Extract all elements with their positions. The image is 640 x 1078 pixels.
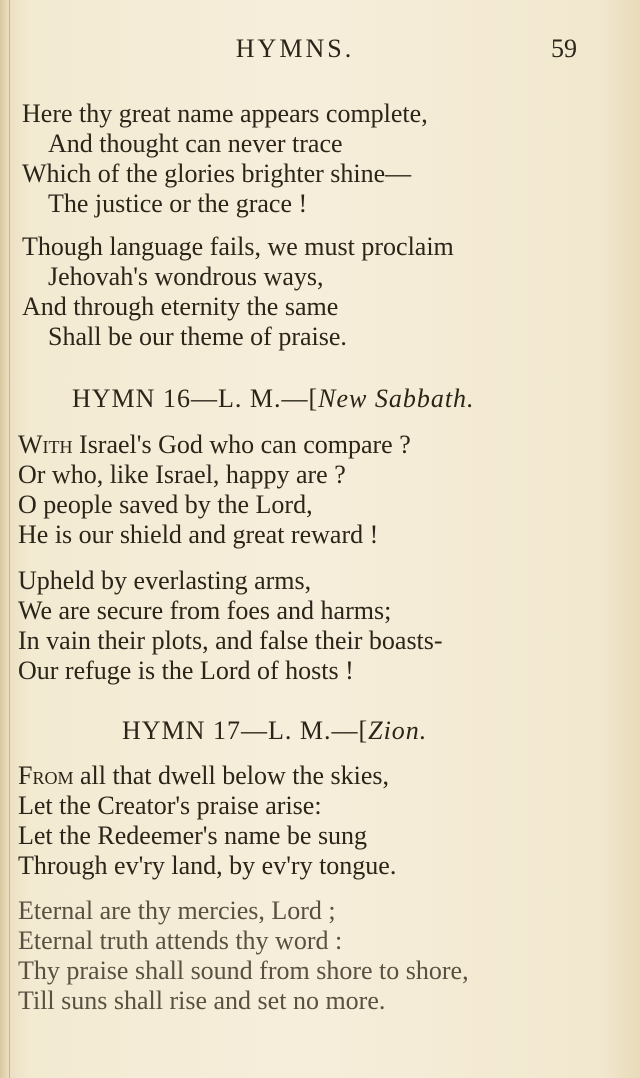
verse-line: Let the Creator's praise arise: bbox=[18, 791, 322, 820]
facing-page-bleed bbox=[600, 0, 640, 1078]
verse-line: In vain their plots, and false their boasts- bbox=[18, 626, 443, 655]
hymn-17-tune: Zion. bbox=[368, 716, 428, 745]
verse-line: Though language fails, we must proclaim bbox=[22, 232, 454, 261]
hymn-17-number-meter: HYMN 17—L. M.—[ bbox=[122, 716, 369, 745]
running-header: HYMNS. bbox=[235, 34, 355, 63]
verse-line: Shall be our theme of praise. bbox=[48, 322, 347, 351]
verse-line: Or who, like Israel, happy are ? bbox=[18, 460, 346, 489]
hymn-16-tune: New Sabbath. bbox=[318, 384, 475, 413]
verse-line: Through ev'ry land, by ev'ry tongue. bbox=[18, 851, 397, 880]
first-word: From bbox=[18, 761, 74, 790]
verse-line: Our refuge is the Lord of hosts ! bbox=[18, 656, 354, 685]
verse-line: Let the Redeemer's name be sung bbox=[18, 821, 368, 850]
first-word: With bbox=[18, 430, 73, 459]
spine-edge bbox=[9, 0, 10, 1078]
verse-line: Thy praise shall sound from shore to shore, bbox=[18, 956, 469, 985]
verse-line: We are secure from foes and harms; bbox=[18, 596, 392, 625]
line-text: Israel's God who can compare ? bbox=[72, 430, 411, 459]
verse-line: Eternal are thy mercies, Lord ; bbox=[18, 896, 336, 925]
verse-line: O people saved by the Lord, bbox=[18, 490, 313, 519]
verse-line bbox=[18, 761, 389, 791]
verse-line: He is our shield and great reward ! bbox=[18, 520, 379, 549]
page-number: 59 bbox=[551, 34, 577, 63]
verse-line bbox=[18, 430, 411, 460]
verse-line: And through eternity the same bbox=[22, 292, 339, 321]
verse-line: Till suns shall rise and set no more. bbox=[18, 986, 386, 1015]
verse-line: Jehovah's wondrous ways, bbox=[48, 262, 324, 291]
verse-line: And thought can never trace bbox=[48, 129, 343, 158]
verse-line: The justice or the grace ! bbox=[48, 189, 308, 218]
hymn-16-number-meter: HYMN 16—L. M.—[ bbox=[72, 384, 319, 413]
line-text: all that dwell below the skies, bbox=[73, 761, 390, 790]
verse-line: Eternal truth attends thy word : bbox=[18, 926, 343, 955]
verse-line: Which of the glories brighter shine— bbox=[22, 159, 412, 188]
hymn-16-heading bbox=[72, 384, 475, 414]
hymn-17-heading bbox=[122, 716, 427, 746]
verse-line: Upheld by everlasting arms, bbox=[18, 566, 312, 595]
verse-line: Here thy great name appears complete, bbox=[22, 99, 428, 128]
